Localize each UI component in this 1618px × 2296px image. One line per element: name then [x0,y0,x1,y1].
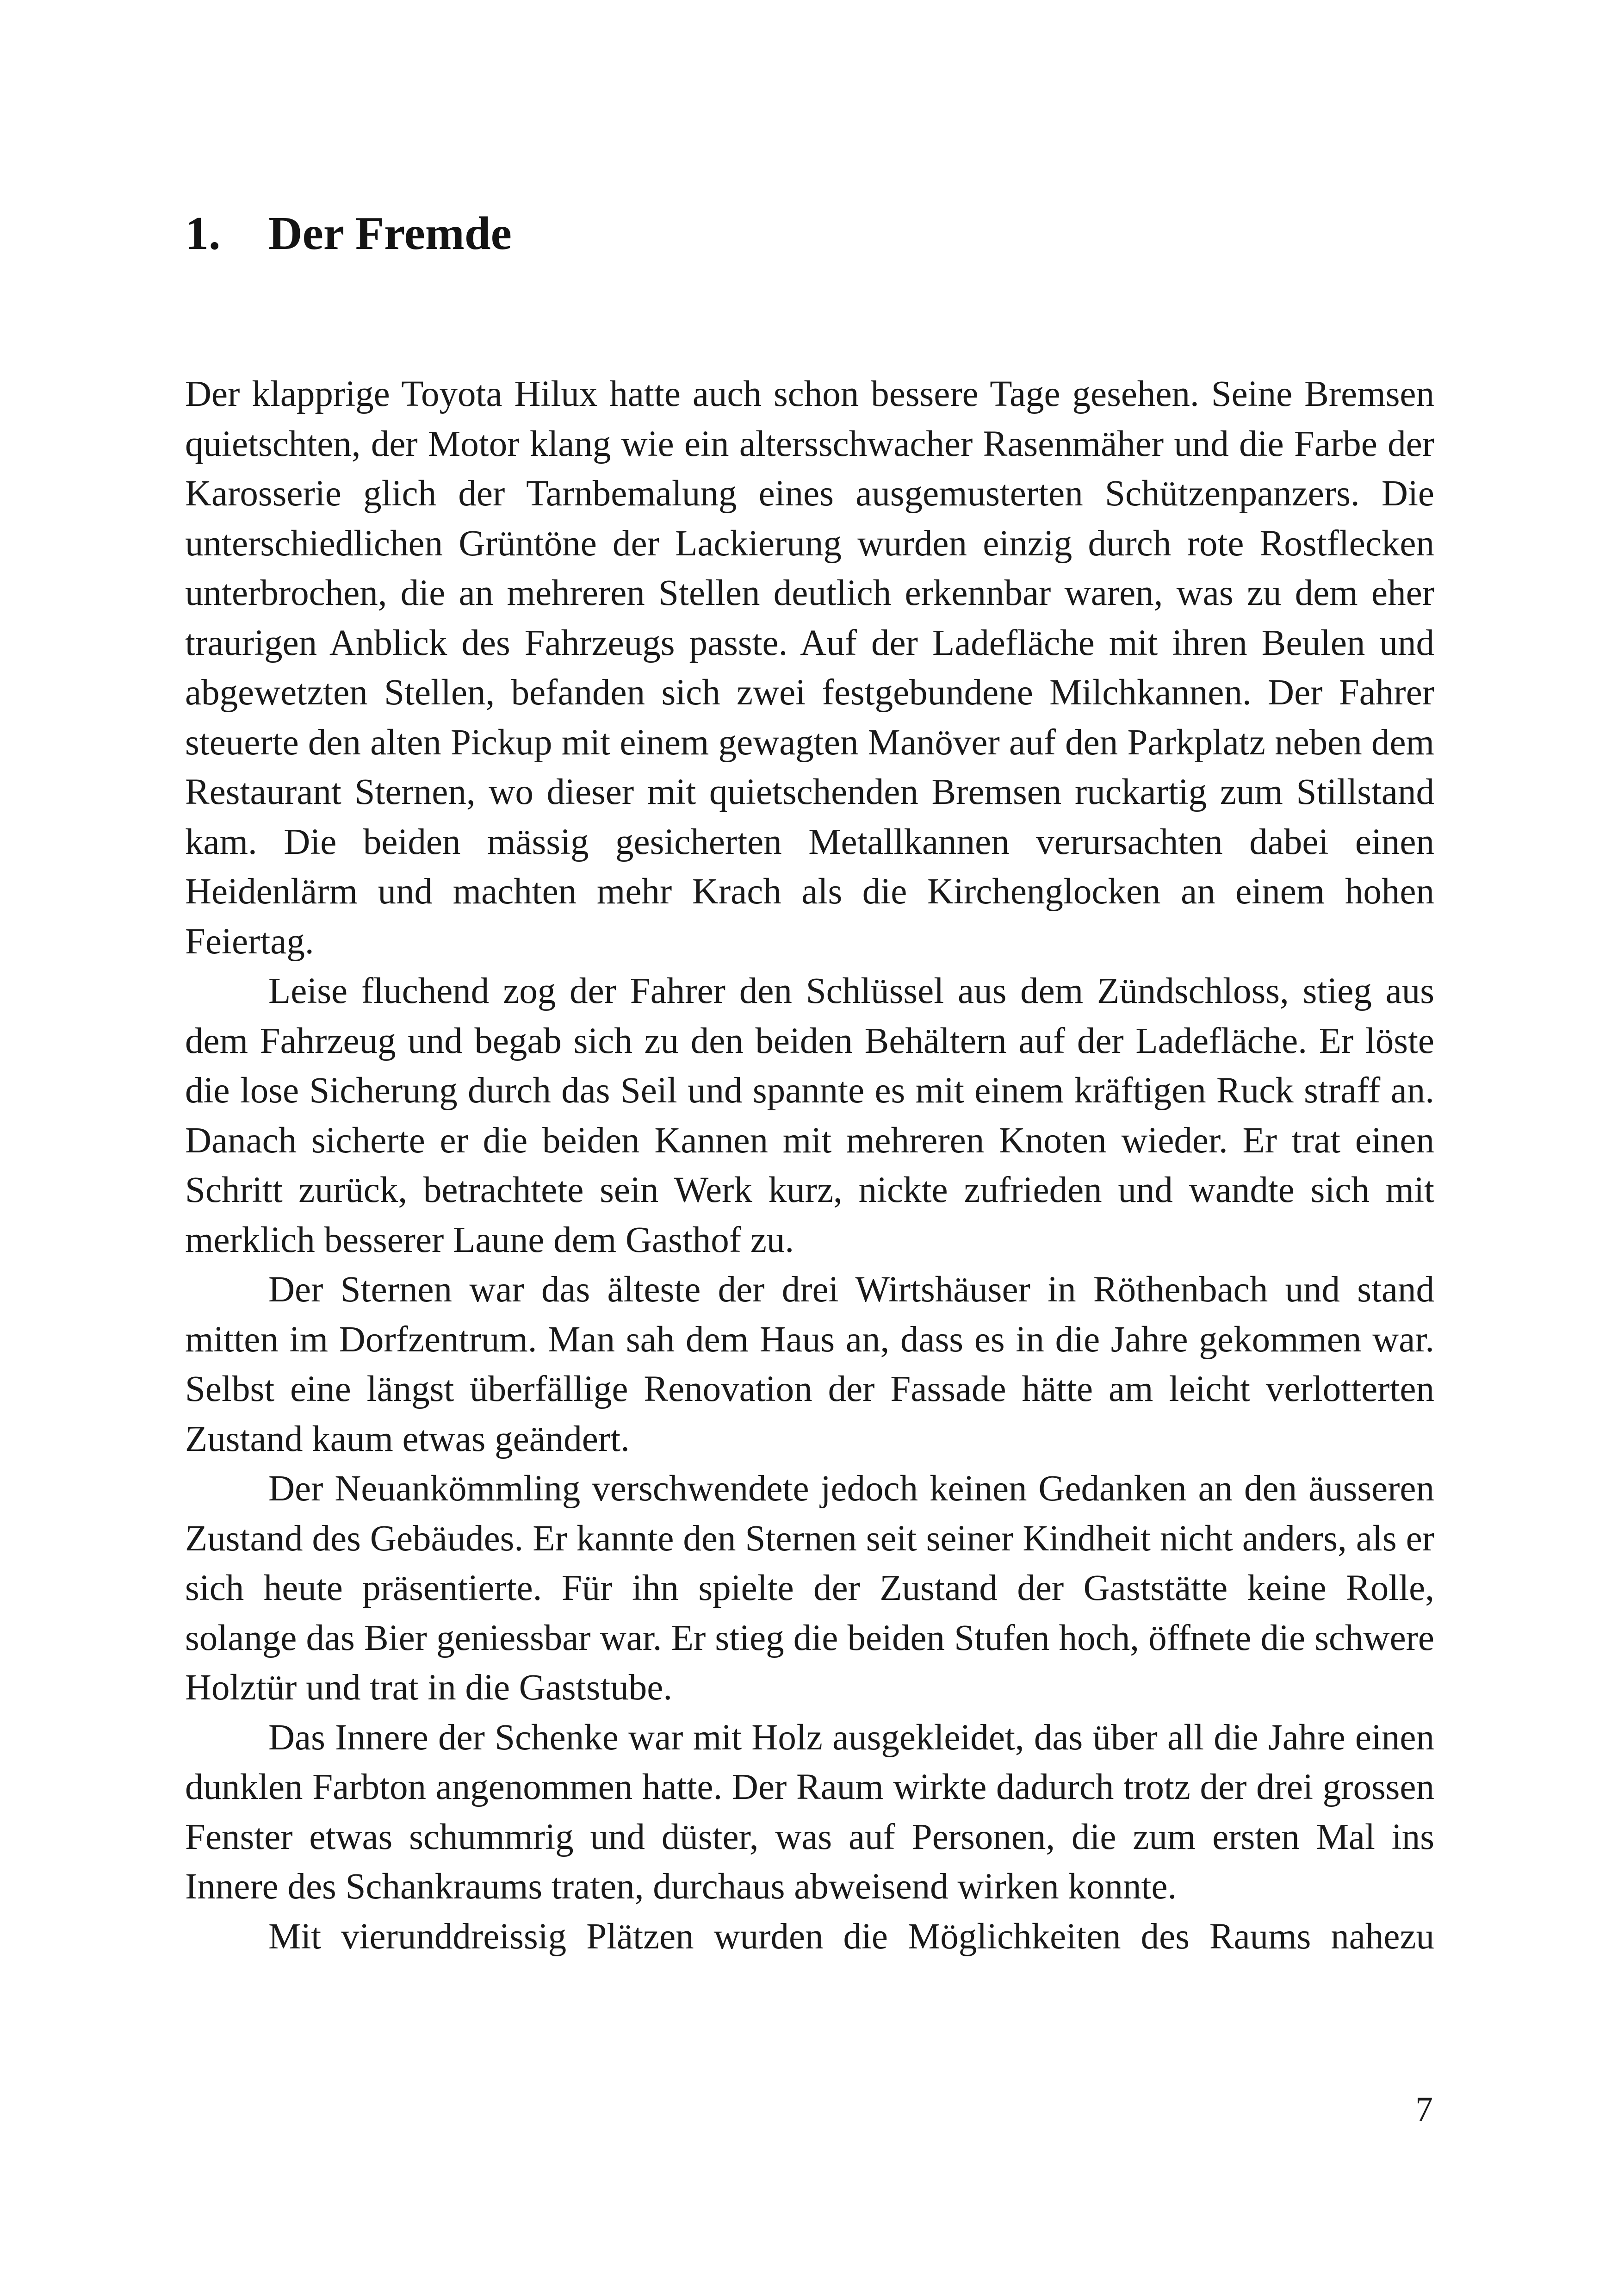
paragraph: Leise fluchend zog der Fahrer den Schlüssel aus dem Zündschloss, stieg aus dem Fahrzeug und begab sich zu den beiden Behältern auf der Ladefläche. Er löste die lose Sicherung durch das Seil und spannte es mit einem kräftigen Ruck straff an. Danach sicherte er die beiden Kannen mit mehreren Knoten wieder. Er trat einen Schritt zurück, betrachtete sein Werk kurz, nickte zufrieden und wandte sich mit merklich besserer Laune dem Gasthof zu. [185,971,1434,1260]
paragraph: Mit vierunddreissig Plätzen wurden die Möglichkeiten des Raums nahezu [268,1916,1434,1957]
paragraph: Der Neuankömmling verschwendete jedoch keinen Gedanken an den äusseren Zustand des Gebäudes. Er kannte den Sternen seit seiner Kindheit nicht anders, als er sich heute präsentierte. Für ihn spielte der Zustand der Gaststätte keine Rolle, solange das Bier geniessbar war. Er stieg die beiden Stufen hoch, öffnete die schwere Holztür und trat in die Gaststube. [185,1468,1434,1708]
chapter-body [185,369,1434,1961]
page-number: 7 [1415,2090,1433,2129]
chapter-number: 1. [185,207,221,260]
paragraph: Der klapprige Toyota Hilux hatte auch schon bessere Tage gesehen. Seine Bremsen quietschten, der Motor klang wie ein altersschwacher Rasenmäher und die Farbe der Karosserie glich der Tarnbemalung eines ausgemusterten Schützenpanzers. Die unterschiedlichen Grüntöne der Lackierung wurden einzig durch rote Rostflecken unterbrochen, die an mehreren Stellen deutlich erkennbar waren, was zu dem eher traurigen Anblick des Fahrzeugs passte. Auf der Ladefläche mit ihren Beulen und abgewetzten Stellen, befanden sich zwei festgebundene Milchkannen. Der Fahrer steuerte den alten Pickup mit einem gewagten Manöver auf den Parkplatz neben dem Restaurant Sternen, wo dieser mit quietschenden Bremsen ruckartig zum Stillstand kam. Die beiden mässig gesicherten Metallkannen verursachten dabei einen Heidenlärm und machten mehr Krach als die Kirchenglocken an einem hohen Feiertag. [185,374,1434,962]
chapter-heading [185,204,1434,264]
chapter-title: Der Fremde [268,207,512,260]
paragraph: Der Sternen war das älteste der drei Wirtshäuser in Röthenbach und stand mitten im Dorfzentrum. Man sah dem Haus an, dass es in die Jahre gekommen war. Selbst eine längst überfällige Renovation der Fassade hätte am leicht verlotterten Zustand kaum etwas geändert. [185,1269,1434,1459]
paragraph: Das Innere der Schenke war mit Holz ausgekleidet, das über all die Jahre einen dunklen Farbton angenommen hatte. Der Raum wirkte dadurch trotz der drei grossen Fenster etwas schummrig und düster, was auf Personen, die zum ersten Mal ins Innere des Schankraums traten, durchaus abweisend wirken konnte. [185,1717,1434,1907]
